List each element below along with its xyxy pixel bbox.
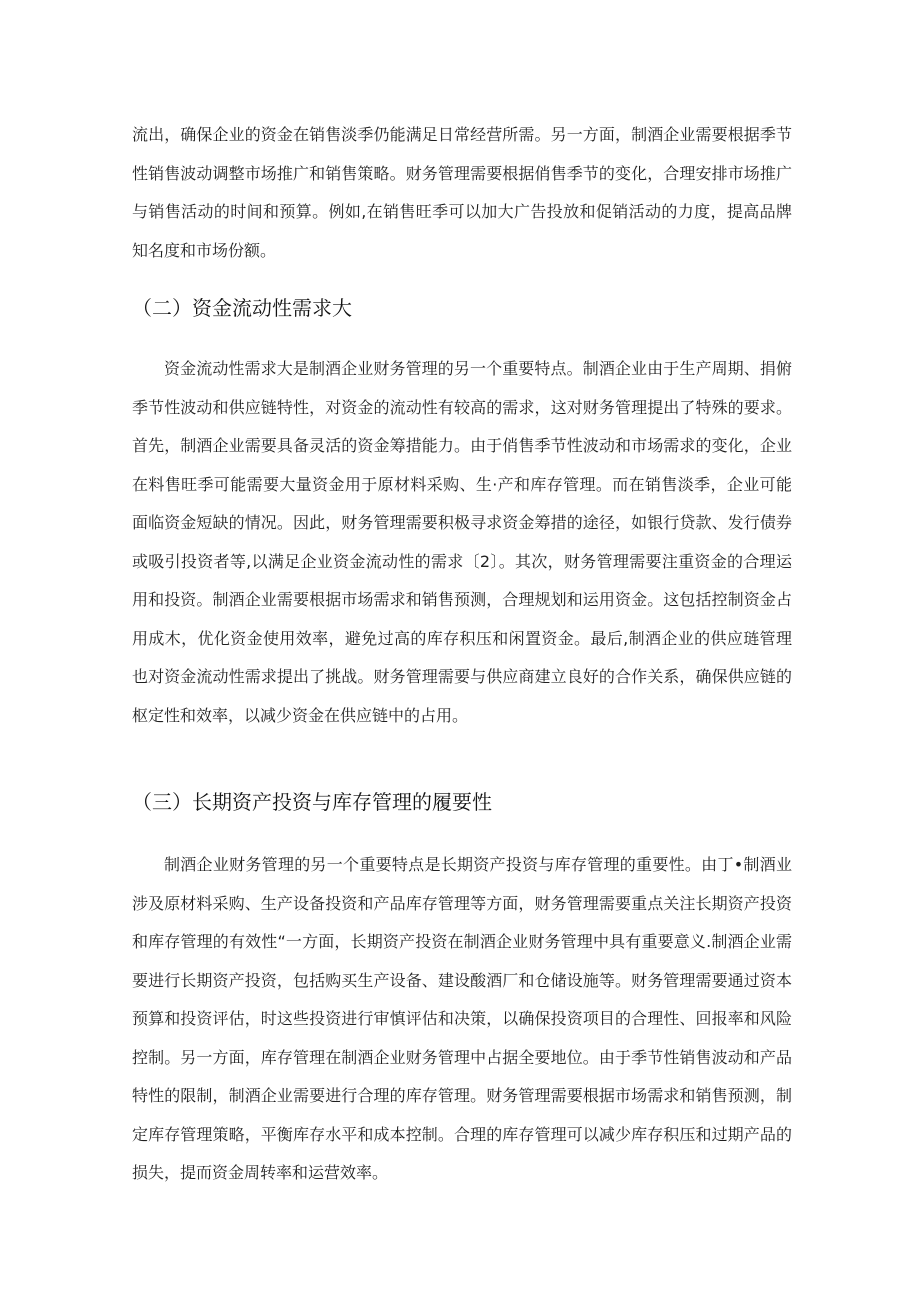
paragraph-long-term-investment: 制酒企业财务管理的另一个重要特点是长期资产投资与库存管理的重要性。由丁•制酒业涉及原材料采购、生产设备投资和产品库存管理等方面，财务管理需要重点关注长期资产投资和库存管理的有效性“一方面，长期资产投资在制酒企业财务管理中具有重要意义.制酒企业需要进行长期资产投资，包括购买生产设备、建设酸酒厂和仓储设施等。财务管理需要通过资本预算和投资评估，时这些投资进行审慎评估和决策，以确保投资项目的合理性、回报率和风险控制。另一方面，库存管理在制酒企业财务管理中占据全要地位。由于季节性销售波动和产品特性的限制，制酒企业需要进行合理的库存管理。财务管理需要根据市场需求和销售预测，制定库存管理策略，平衡库存水平和成本控制。合理的库存管理可以减少库存积压和过期产品的损失，提而资金周转率和运营效率。 bbox=[132, 855, 792, 1182]
paragraph-seasonal-marketing: 流出，确保企业的资金在销售淡季仍能满足日常经营所需。另一方面，制酒企业需要根据季节性销售波动调整市场推广和销售策略。财务管理需要根据俏售季节的变化，合理安排市场推广与销售活动的时间和预算。例如,在销售旺季可以加大广告投放和促销活动的力度，提高品牌知名度和市场份额。 bbox=[132, 125, 792, 260]
paragraph-liquidity-demand: 资金流动性需求大是制酒企业财务管理的另一个重要特点。制酒企业由于生产周期、捐俯季节性波动和供应链特性，对资金的流动性有较高的需求，这对财务管理提出了特殊的要求。首先，制酒企业需要具备灵活的资金筹措能力。由于俏售季节性波动和市场需求的变化，企业在料售旺季可能需要大量资金用于原材料采购、生·产和库存管理。而在销售淡季，企业可能面临资金短缺的情况。因此，财务管理需要积极寻求资金筹措的途径，如银行贷款、发行债券或吸引投资者等,以满足企业资金流动性的需求〔2〕。其次，财务管理需要注重资金的合理运用和投资。制酒企业需要根据市场需求和销售预测，合理规划和运用资金。这包括控制资金占用成木，优化资金使用效率，避免过高的库存积压和闲置资金。最后,制酒企业的供应琏管理也对资金流动性需求提出了挑战。财务管理需要与供应商建立良好的合作关系，确保供应链的枢定性和效率，以减少资金在供应链中的占用。 bbox=[132, 359, 792, 725]
section-heading-long-term-investment: （三）长期资产投资与库存管理的履要性 bbox=[132, 790, 492, 814]
section-heading-liquidity: （二）资金流动性需求大 bbox=[132, 296, 352, 320]
